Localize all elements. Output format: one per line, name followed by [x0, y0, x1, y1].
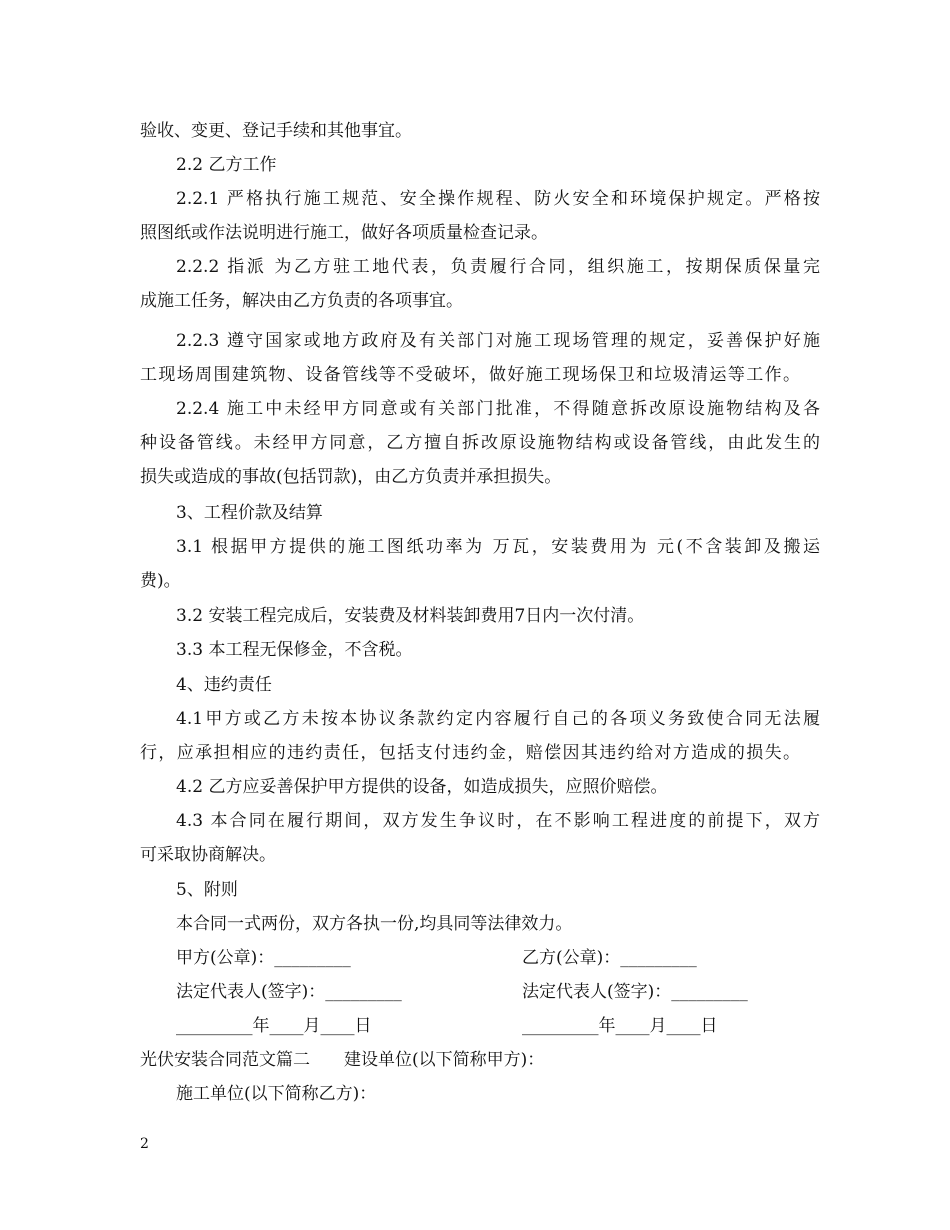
paragraph-line: 4.3 本合同在履行期间，双方发生争议时，在不影响工程进度的前提下，双方	[176, 811, 820, 831]
paragraph-line: 3.3 本工程无保修金，不含税。	[176, 640, 413, 660]
paragraph-line: 2.2.3 遵守国家或地方政府及有关部门对施工现场管理的规定，妥善保护好施	[176, 331, 820, 351]
paragraph-line: 3.2 安装工程完成后，安装费及材料装卸费用7日内一次付清。	[176, 606, 645, 626]
paragraph-line: 验收、变更、登记手续和其他事宜。	[140, 121, 412, 141]
paragraph-line: 3.1 根据甲方提供的施工图纸功率为 万瓦，安装费用为 元(不含装卸及搬运	[176, 537, 820, 557]
section-heading: 3、工程价款及结算	[176, 503, 323, 523]
paragraph-line: 4.2 乙方应妥善保护甲方提供的设备，如造成损失，应照价赔偿。	[176, 777, 668, 797]
contractor-line: 施工单位(以下简称乙方)：	[176, 1084, 377, 1104]
paragraph-line: 种设备管线。未经甲方同意，乙方擅自拆改原设施物结构或设备管线，由此发生的	[140, 433, 820, 453]
paragraph-line: 照图纸或作法说明进行施工，做好各项质量检查记录。	[140, 223, 548, 243]
paragraph-line: 工现场周围建筑物、设备管线等不受破坏，做好施工现场保卫和垃圾清运等工作。	[140, 365, 800, 385]
section-title: 光伏安装合同范文篇二 建设单位(以下简称甲方)：	[140, 1050, 545, 1070]
paragraph-line: 损失或造成的事故(包括罚款)，由乙方负责并承担损失。	[140, 467, 562, 487]
section-heading: 2.2 乙方工作	[176, 155, 277, 175]
section-heading: 5、附则	[176, 880, 238, 900]
section-heading: 4、违约责任	[176, 675, 272, 695]
party-b-date: _________年____月____日	[522, 1016, 718, 1036]
party-b-seal: 乙方(公章)：_________	[522, 948, 697, 968]
party-a-date: _________年____月____日	[176, 1016, 372, 1036]
party-a-seal: 甲方(公章)：_________	[176, 948, 351, 968]
paragraph-line: 2.2.2 指派 为乙方驻工地代表，负责履行合同，组织施工，按期保质保量完	[176, 257, 820, 277]
paragraph-line: 4.1甲方或乙方未按本协议条款约定内容履行自己的各项义务致使合同无法履	[176, 709, 820, 729]
paragraph-line: 可采取协商解决。	[140, 845, 276, 865]
paragraph-line: 行，应承担相应的违约责任，包括支付违约金，赔偿因其违约给对方造成的损失。	[140, 743, 800, 763]
paragraph-line: 本合同一式两份，双方各执一份,均具同等法律效力。	[176, 914, 573, 934]
page-number: 2	[140, 1136, 149, 1152]
party-a-representative: 法定代表人(签字)：_________	[176, 982, 402, 1002]
paragraph-line: 2.2.4 施工中未经甲方同意或有关部门批准，不得随意拆改原设施物结构及各	[176, 399, 820, 419]
paragraph-line: 成施工任务，解决由乙方负责的各项事宜。	[140, 291, 463, 311]
paragraph-line: 2.2.1 严格执行施工规范、安全操作规程、防火安全和环境保护规定。严格按	[176, 189, 820, 209]
paragraph-line: 费)。	[140, 571, 181, 591]
party-b-representative: 法定代表人(签字)：_________	[522, 982, 748, 1002]
